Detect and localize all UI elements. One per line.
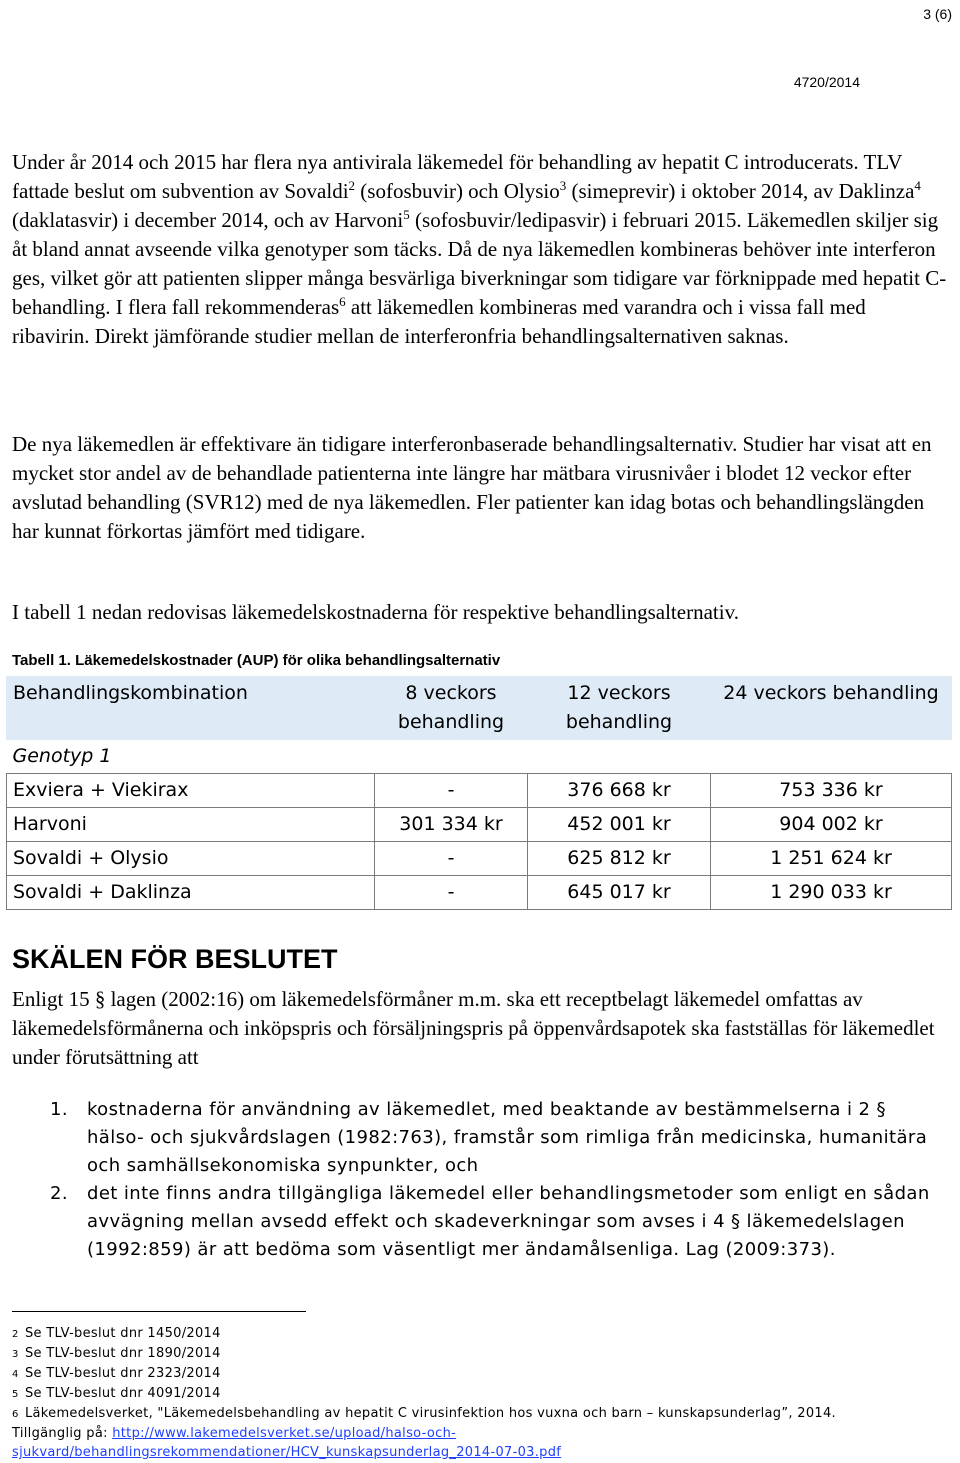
cell-12-weeks: 376 668 kr: [528, 774, 711, 808]
footnote: 2 Se TLV-beslut dnr 1450/2014: [12, 1326, 221, 1341]
footnotes: [12, 1324, 942, 1462]
header-12-weeks: 12 veckors behandling: [528, 677, 711, 740]
section-heading: SKÄLEN FÖR BESLUTET: [12, 944, 338, 974]
cell-8-weeks: -: [375, 842, 528, 876]
footnote: 6 Läkemedelsverket, "Läkemedelsbehandling av hepatit C virusinfektion hos vuxna och barn – kunskapsunderlag”, 2014.: [12, 1406, 836, 1421]
paragraph-legal-basis: Enligt 15 § lagen (2002:16) om läkemedelsförmåner m.m. ska ett receptbelagt läkemedel omfattas av läkemedelsförmånerna och inköpspris och försäljningspris på öppenvårdsapotek ska fastställas för läkemedlet under förutsättning att: [12, 987, 935, 1069]
cost-table: [6, 676, 952, 910]
cell-combination: Exviera + Viekirax: [7, 774, 375, 808]
list-item-text: det inte finns andra tillgängliga läkemedel eller behandlingsmetoder som enligt en sådan avvägning mellan avsedd effekt och skadeverkningar som avses i 4 § läkemedelslagen (1992:859) är att bedöma som väsentligt mer ändamålsenliga. Lag (2009:373).: [87, 1183, 930, 1260]
paragraph-effectiveness: De nya läkemedlen är effektivare än tidigare interferonbaserade behandlingsalternativ. Studier har visat att en mycket stor andel av de behandlade patienterna inte längre har mätbara virusnivåer i blodet 12 veckor efter avslutad behandling (SVR12) med de nya läkemedlen. Fler patienter kan idag botas och behandlingslängden har kunnat förkortas jämfört med tidigare.: [12, 432, 932, 543]
footnote-link[interactable]: sjukvard/behandlingsrekommendationer/HCV_kunskapsunderlag_2014-07-03.pdf: [12, 1445, 562, 1460]
criteria-list: [12, 1180, 942, 1264]
list-number: 1.: [50, 1099, 68, 1120]
table-header-row: [7, 677, 952, 740]
table-caption: Tabell 1. Läkemedelskostnader (AUP) för olika behandlingsalternativ: [12, 652, 501, 669]
footnote-ref: 4: [914, 178, 921, 193]
list-number: 2.: [50, 1183, 68, 1204]
cell-8-weeks: -: [375, 774, 528, 808]
document-dnr: 4720/2014: [793, 74, 860, 90]
cell-8-weeks: 301 334 kr: [375, 808, 528, 842]
cell-24-weeks: 1 251 624 kr: [711, 842, 952, 876]
cell-12-weeks: 452 001 kr: [528, 808, 711, 842]
table-row: [7, 774, 952, 808]
paragraph-new-antivirals: Under år 2014 och 2015 har flera nya antivirala läkemedel för behandling av hepatit C introducerats. TLV fattade beslut om subvention av Sovaldi$^2$ (sofosbuvir) och Olysio$^3$ (simeprevir) i oktober 2014, av Daklinza$^4$ (daklatasvir) i december 2014, och av Harvoni$^5$ (sofosbuvir/ledipasvir) i februari 2015. Läkemedlen skiljer sig åt bland annat avseende vilka genotyper som täcks. Då de nya läkemedlen kombineras behöver inte interferon ges, vilket gör att patienten slipper många besvärliga biverkningar som tidigare var förknippade med hepatit C-behandling. I flera fall rekommenderas$^6$ att läkemedlen kombineras med varandra och i vissa fall med ribavirin. Direkt jämförande studier mellan de interferonfria behandlingsalternativen saknas.: [12, 150, 947, 348]
header-24-weeks: 24 veckors behandling: [711, 677, 952, 740]
cell-combination: Harvoni: [7, 808, 375, 842]
table-row: [7, 876, 952, 910]
footnote-availability: Tillgänglig på: http://www.lakemedelsverket.se/upload/halso-och-: [12, 1426, 457, 1441]
cell-24-weeks: 1 290 033 kr: [711, 876, 952, 910]
table-row: [7, 842, 952, 876]
footnote-separator: [12, 1311, 306, 1312]
table-row: [7, 808, 952, 842]
cell-12-weeks: 625 812 kr: [528, 842, 711, 876]
list-item: [12, 1096, 942, 1180]
list-item: [12, 1180, 942, 1264]
footnote: 3 Se TLV-beslut dnr 1890/2014: [12, 1346, 221, 1361]
header-8-weeks: 8 veckors behandling: [375, 677, 528, 740]
footnote-ref: 6: [339, 294, 346, 309]
footnote-ref: 2: [348, 178, 356, 193]
cell-combination: Sovaldi + Daklinza: [7, 876, 375, 910]
footnote-ref: 3: [559, 178, 567, 193]
footnote-link-continuation: [12, 1443, 942, 1462]
cell-24-weeks: 904 002 kr: [711, 808, 952, 842]
cell-24-weeks: 753 336 kr: [711, 774, 952, 808]
header-combination: Behandlingskombination: [7, 677, 375, 740]
list-item-text: kostnaderna för användning av läkemedlet, med beaktande av bestämmelserna i 2 § hälso- och sjukvårdslagen (1982:763), framstår som rimliga från medicinska, humanitära och samhällsekonomiska synpunkter, och: [87, 1099, 928, 1176]
genotype-row: [7, 740, 952, 774]
footnote: 4 Se TLV-beslut dnr 2323/2014: [12, 1366, 221, 1381]
genotype-label: Genotyp 1: [12, 745, 112, 767]
page-number: 3 (6): [923, 6, 952, 22]
footnote: 5 Se TLV-beslut dnr 4091/2014: [12, 1386, 221, 1401]
paragraph-table-intro: I tabell 1 nedan redovisas läkemedelskostnaderna för respektive behandlingsalternativ.: [12, 600, 739, 624]
cell-12-weeks: 645 017 kr: [528, 876, 711, 910]
cell-combination: Sovaldi + Olysio: [7, 842, 375, 876]
footnote-ref: 5: [403, 207, 410, 222]
criteria-list: [12, 1096, 942, 1180]
footnote-link[interactable]: http://www.lakemedelsverket.se/upload/halso-och-: [112, 1426, 457, 1441]
cell-8-weeks: -: [375, 876, 528, 910]
